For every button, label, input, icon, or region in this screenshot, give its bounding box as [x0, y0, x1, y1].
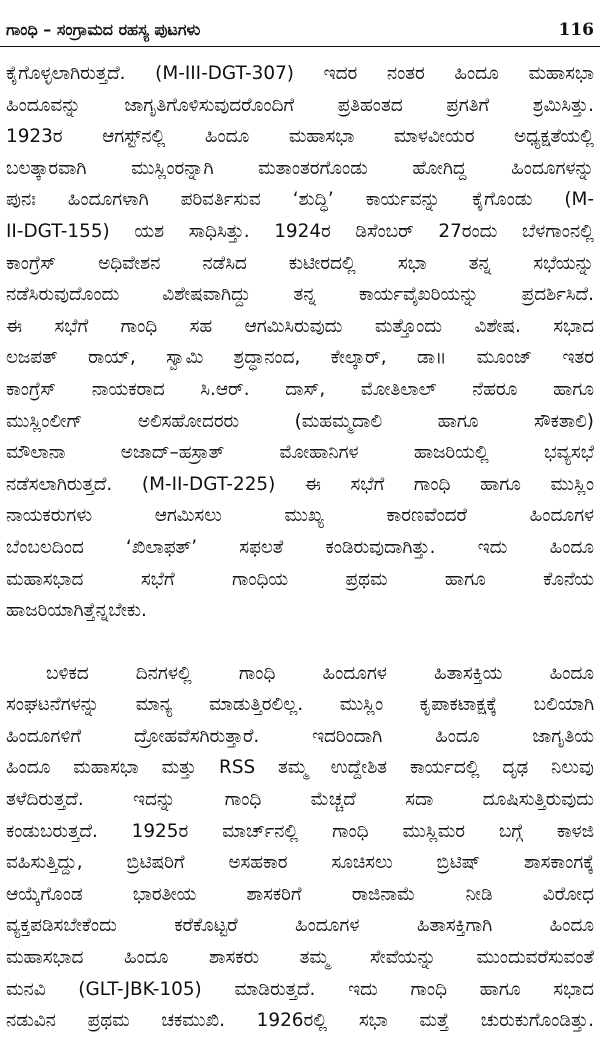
text-line: ಬಲತ್ಕಾರವಾಗಿ ಮುಸ್ಲಿಂರನ್ನಾಗಿ ಮತಾಂತರಗೊಂಡು ಹೋಗಿದ್ದ ಹಿಂದೂಗಳನ್ನು: [6, 157, 594, 179]
header-rule: [0, 46, 600, 47]
text-line: II-DGT-155) ಯಶ ಸಾಧಿಸಿತ್ತು. 1924ರ ಡಿಸೆಂಬರ್ 27ರಂದು ಬೆಳಗಾಂನಲ್ಲಿ: [6, 220, 594, 242]
text-line: ಕಾಂಗ್ರೆಸ್ ಅಧಿವೇಶನ ನಡೆಸಿದ ಕುಟೀರದಲ್ಲಿ ಸಭಾ ತನ್ನ ಸಭೆಯನ್ನು: [6, 252, 594, 274]
text-line: ಲಜಪತ್ ರಾಯ್, ಸ್ವಾಮಿ ಶ್ರದ್ಧಾನಂದ, ಕೇಲ್ಕಾರ್, ಡಾ॥ ಮೂಂಜ್ ಇತರ: [6, 347, 594, 369]
text-line: ಬೆಂಬಲದಿಂದ ‘ಖಿಲಾಫತ್’ ಸಫಲತೆ ಕಂಡಿರುವುದಾಗಿತ್ತು. ಇದು ಹಿಂದೂ: [6, 536, 594, 558]
text-line: ತಳೆದಿರುತ್ತದೆ. ಇದನ್ನು ಗಾಂಧಿ ಮೆಚ್ಚದೆ ಸದಾ ದೂಷಿಸುತ್ತಿರುವುದು: [6, 789, 594, 811]
text-line: ಸಂಘಟನೆಗಳನ್ನು ಮಾನ್ಯ ಮಾಡುತ್ತಿರಲಿಲ್ಲ. ಮುಸ್ಲಿಂ ಕೃಪಾಕಟಾಕ್ಷಕ್ಕೆ ಬಲಿಯಾಗಿ: [6, 694, 594, 716]
page-header: [6, 14, 594, 40]
text-line: ಪುನಃ ಹಿಂದೂಗಳಾಗಿ ಪರಿವರ್ತಿಸುವ ‘ಶುದ್ಧಿ’ ಕಾರ್ಯವನ್ನು ಕೈಗೊಂಡು (M-: [6, 189, 594, 211]
text-line: ಈ ಸಭೆಗೆ ಗಾಂಧಿ ಸಹ ಆಗಮಿಸಿರುವುದು ಮತ್ತೊಂದು ವಿಶೇಷ. ಸಭಾದ: [6, 315, 594, 337]
text-line: ಆಯ್ಕೆಗೊಂಡ ಭಾರತೀಯ ಶಾಸಕರಿಗೆ ರಾಜಿನಾಮೆ ನೀಡಿ ವಿರೋಧ: [6, 883, 594, 905]
text-line: ನಡೆಸಲಾಗಿರುತ್ತದೆ. (M-II-DGT-225) ಈ ಸಭೆಗೆ ಗಾಂಧಿ ಹಾಗೂ ಮುಸ್ಲಿಂ: [6, 473, 594, 495]
text-line: ವ್ಯಕ್ತಪಡಿಸಬೇಕೆಂದು ಕರೆಕೊಟ್ಟರೆ ಹಿಂದೂಗಳ ಹಿತಾಸಕ್ತಿಗಾಗಿ ಹಿಂದೂ: [6, 915, 594, 937]
text-line: 1923ರ ಆಗಸ್ಟ್‌ನಲ್ಲಿ ಹಿಂದೂ ಮಹಾಸಭಾ ಮಾಳವೀಯರ ಅಧ್ಯಕ್ಷತೆಯಲ್ಲಿ: [6, 126, 594, 148]
text-line: ಹಿಂದೂಗಳಿಗೆ ದ್ರೋಹವೆಸಗಿರುತ್ತಾರೆ. ಇದರಿಂದಾಗಿ ಹಿಂದೂ ಜಾಗೃತಿಯ: [6, 725, 594, 747]
running-title: ಗಾಂಧಿ – ಸಂಗ್ರಾಮದ ರಹಸ್ಯ ಪುಟಗಳು: [6, 20, 201, 39]
text-line: ಮನವಿ (GLT-JBK-105) ಮಾಡಿರುತ್ತದೆ. ಇದು ಗಾಂಧಿ ಹಾಗೂ ಸಭಾದ: [6, 978, 594, 1000]
text-line: ಮಹಾಸಭಾದ ಹಿಂದೂ ಶಾಸಕರು ತಮ್ಮ ಸೇವೆಯನ್ನು ಮುಂದುವರೆಸುವಂತೆ: [6, 947, 594, 969]
text-line: ನಡುವಿನ ಪ್ರಥಮ ಚಕಮುಖಿ. 1926ರಲ್ಲಿ ಸಭಾ ಮತ್ತೆ ಚುರುಕುಗೊಂಡಿತ್ತು.: [6, 1010, 594, 1032]
paragraph-2: [6, 658, 594, 1037]
text-line: ಹಿಂದೂ ಮಹಾಸಭಾ ಮತ್ತು RSS ತಮ್ಮ ಉದ್ದೇಶಿತ ಕಾರ್ಯದಲ್ಲಿ ದೃಢ ನಿಲುವು: [6, 757, 594, 779]
text-line: ಮಹಾಸಭಾದ ಸಭೆಗೆ ಗಾಂಧಿಯ ಪ್ರಥಮ ಹಾಗೂ ಕೊನೆಯ: [6, 568, 594, 590]
text-line: ಹಿಂದೂವನ್ನು ಜಾಗೃತಿಗೊಳಿಸುವುದರೊಂದಿಗೆ ಪ್ರತಿಹಂತದ ಪ್ರಗತಿಗೆ ಶ್ರಮಿಸಿತ್ತು.: [6, 94, 594, 116]
text-line: ಮುಸ್ಲಿಂಲೀಗ್ ಅಲಿಸಹೋದರರು (ಮಹಮ್ಮದಾಲಿ ಹಾಗೂ ಸೌಕತಾಲಿ): [6, 410, 594, 432]
text-line: ಕಾಂಗ್ರೆಸ್ ನಾಯಕರಾದ ಸಿ.ಆರ್. ದಾಸ್, ಮೋತಿಲಾಲ್ ನೆಹರೂ ಹಾಗೂ: [6, 378, 594, 400]
paragraph-spacer: [6, 627, 594, 658]
text-line: ಬಳಿಕದ ದಿನಗಳಲ್ಲಿ ಗಾಂಧಿ ಹಿಂದೂಗಳ ಹಿತಾಸಕ್ತಿಯ ಹಿಂದೂ: [46, 662, 594, 684]
page-number: 116: [558, 20, 594, 40]
text-line: ಕೈಗೊಳ್ಳಲಾಗಿರುತ್ತದೆ. (M-III-DGT-307) ಇದರ ನಂತರ ಹಿಂದೂ ಮಹಾಸಭಾ: [6, 63, 594, 84]
text-line: ಕಂಡುಬರುತ್ತದೆ. 1925ರ ಮಾರ್ಚ್‌ನಲ್ಲಿ ಗಾಂಧಿ ಮುಸ್ಲಿಮರ ಬಗ್ಗೆ ಕಾಳಜಿ: [6, 820, 594, 842]
text-line: ನಾಯಕರುಗಳು ಆಗಮಿಸಲು ಮುಖ್ಯ ಕಾರಣವೆಂದರೆ ಹಿಂದೂಗಳ: [6, 505, 594, 527]
paragraph-1: [6, 58, 594, 627]
text-line: ಮೌಲಾನಾ ಅಜಾದ್–ಹಸ್ರಾತ್ ಮೋಹಾನಿಗಳ ಹಾಜರಿಯಲ್ಲಿ ಭವ್ಯಸಭೆ: [6, 442, 594, 464]
text-line: ನಡೆಸಿರುವುದೊಂದು ವಿಶೇಷವಾಗಿದ್ದು ತನ್ನ ಕಾರ್ಯವೈಖರಿಯನ್ನು ಪ್ರದರ್ಶಿಸಿದೆ.: [6, 284, 594, 306]
text-line: ವಹಿಸುತ್ತಿದ್ದು, ಬ್ರಿಟಿಷರಿಗೆ ಅಸಹಕಾರ ಸೂಚಿಸಲು ಬ್ರಿಟಿಷ್ ಶಾಸಕಾಂಗಕ್ಕೆ: [6, 852, 594, 874]
body-text: [6, 58, 594, 1037]
text-line: ಹಾಜರಿಯಾಗಿತ್ತೆನ್ನಬೇಕು.: [6, 600, 147, 622]
